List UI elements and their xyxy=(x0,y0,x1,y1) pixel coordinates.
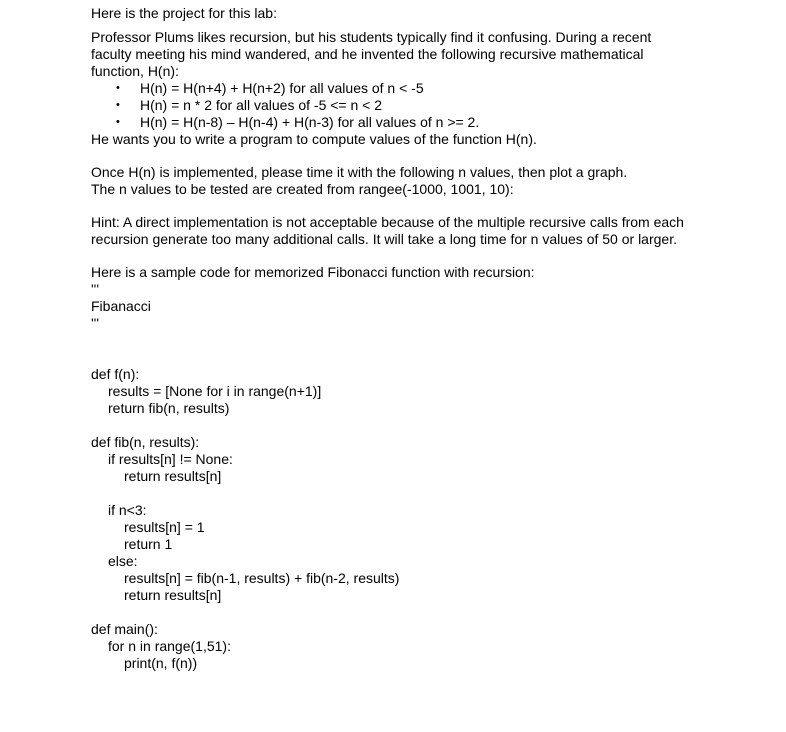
function-case-item xyxy=(91,80,771,97)
problem-summary: He wants you to write a program to compute values of the function H(n). xyxy=(91,131,537,147)
intro-text: Here is the project for this lab: xyxy=(91,5,277,21)
code-line: def fib(n, results): xyxy=(91,434,200,450)
function-case-text: H(n) = n * 2 for all values of -5 <= n < 2 xyxy=(140,97,383,113)
sample-intro: Here is a sample code for memorized Fibonacci function with recursion: xyxy=(91,264,535,280)
code-line: if results[n] != None: xyxy=(108,451,233,467)
code-line: if n<3: xyxy=(108,502,147,518)
code-line: results = [None for i in range(n+1)] xyxy=(108,383,322,399)
bullet-icon: • xyxy=(116,82,120,94)
docstring-close: ''' xyxy=(91,315,100,331)
code-line: def main(): xyxy=(91,621,158,637)
timing-paragraph xyxy=(91,164,771,198)
timing-line: Once H(n) is implemented, please time it with the following n values, then plot a graph. xyxy=(91,164,628,180)
code-line: print(n, f(n)) xyxy=(124,655,198,671)
code-line: return results[n] xyxy=(124,587,222,603)
code-line: return results[n] xyxy=(124,468,222,484)
timing-line: The n values to be tested are created from rangee(-1000, 1001, 10): xyxy=(91,181,514,197)
docstring-text: Fibanacci xyxy=(91,298,151,314)
code-line: results[n] = fib(n-1, results) + fib(n-2, results) xyxy=(124,570,400,586)
function-case-item xyxy=(91,97,771,114)
code-line: for n in range(1,51): xyxy=(108,638,231,654)
problem-line: function, H(n): xyxy=(91,63,179,79)
hint-line: Hint: A direct implementation is not acceptable because of the multiple recursive calls from each xyxy=(91,214,684,230)
hint-paragraph xyxy=(91,214,771,248)
problem-paragraph xyxy=(91,29,771,80)
code-line: else: xyxy=(108,553,138,569)
code-line: return fib(n, results) xyxy=(108,400,230,416)
docstring-open: ''' xyxy=(91,281,100,297)
code-line: results[n] = 1 xyxy=(124,519,205,535)
function-definition-list xyxy=(91,80,771,131)
problem-line: faculty meeting his mind wandered, and he invented the following recursive mathematical xyxy=(91,46,644,62)
code-line: return 1 xyxy=(124,536,173,552)
function-case-text: H(n) = H(n-8) – H(n-4) + H(n-3) for all values of n >= 2. xyxy=(140,114,480,130)
code-line: def f(n): xyxy=(91,366,140,382)
problem-line: Professor Plums likes recursion, but his students typically find it confusing. During a recent xyxy=(91,29,652,45)
function-case-text: H(n) = H(n+4) + H(n+2) for all values of n < -5 xyxy=(140,80,424,96)
function-case-item xyxy=(91,114,771,131)
code-block xyxy=(91,366,771,672)
bullet-icon: • xyxy=(116,99,120,111)
bullet-icon: • xyxy=(116,116,120,128)
hint-line: recursion generate too many additional calls. It will take a long time for n values of 50 or larger. xyxy=(91,231,677,247)
document-body xyxy=(91,5,771,672)
